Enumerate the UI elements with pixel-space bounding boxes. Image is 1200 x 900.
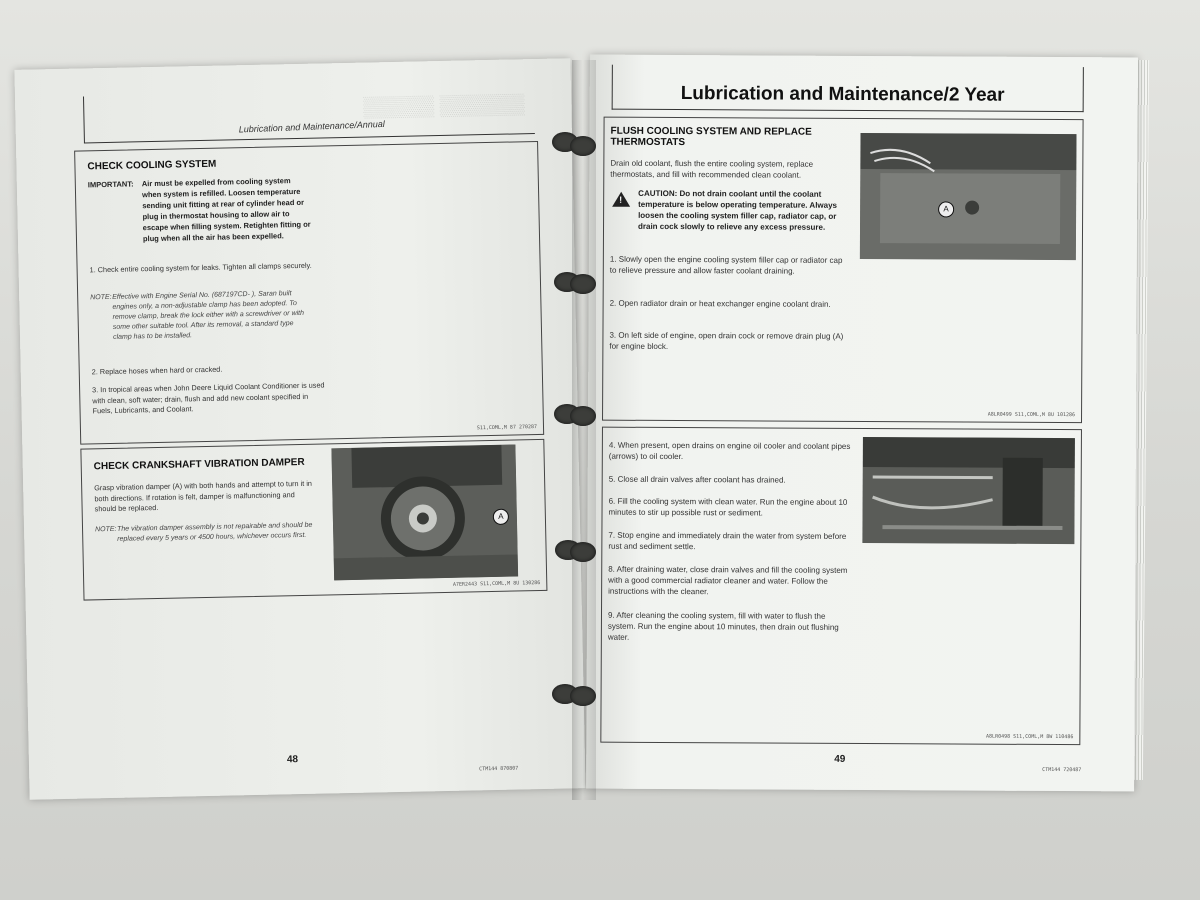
punch-hole [570, 136, 596, 156]
caution-text: CAUTION: Do not drain coolant until the coolant temperature is below operating temperature. Always loosen the cooling system filler cap, radiator cap, or drain cock slowly to relieve any excess pressure. [638, 188, 838, 232]
section-title: CHECK CRANKSHAFT VIBRATION DAMPER [93, 456, 305, 473]
drain-plug-photo [860, 133, 1077, 260]
ref-code: A7ER2443 S11,COML,M 8U 130286 [452, 580, 541, 588]
engine-block-illustration [860, 133, 1077, 260]
check-cooling-section [74, 141, 544, 445]
note-label: NOTE: [94, 525, 117, 534]
section-title: CHECK COOLING SYSTEM [87, 158, 217, 173]
page-number: 49 [834, 753, 846, 765]
left-page [14, 58, 585, 799]
note-block [90, 289, 321, 364]
important-label: IMPORTANT: [87, 179, 134, 190]
page-title: Lubrication and Maintenance/2 Year [680, 83, 1005, 106]
step-3: 3. In tropical areas when John Deere Liquid Coolant Conditioner is used with clean, soft water; drain, flush and add new coolant specified in Fuels, Lubricants, and Coolant. [92, 380, 325, 416]
step-2: 2. Replace hoses when hard or cracked. [91, 364, 223, 377]
flush-cooling-section [602, 117, 1084, 424]
step-4: 4. When present, open drains on engine oil cooler and coolant pipes (arrows) to oil cooler. [608, 440, 851, 462]
step-7: 7. Stop engine and immediately drain the water from system before rust and sediment settle. [608, 530, 847, 552]
note-text: The vibration damper assembly is not repairable and should be replaced every 5 years or 4500 hours, whichever occurs first. [116, 521, 313, 543]
note-text: Effective with Engine Serial No. (687197CD- ), Saran built engines only, a non-adjustable clamp has been adopted. To remove clamp, break the lock either with a screwdriver or with some other suitable tool. After its removal, a standard type clamp has to be installed. [112, 290, 305, 341]
engine-damper-illustration [331, 444, 518, 580]
damper-note [95, 521, 320, 566]
step-2: 2. Open radiator drain or heat exchanger engine coolant drain. [609, 298, 831, 309]
step-9: 9. After cleaning the cooling system, fill with water to flush the system. Run the engine about 10 minutes, then drain out flushing water. [607, 610, 839, 642]
right-page [586, 55, 1138, 792]
footer-code: CTM144 720487 [1042, 766, 1082, 774]
section-title: FLUSH COOLING SYSTEM AND REPLACE THERMOSTATS [610, 125, 812, 149]
step-5: 5. Close all drain valves after coolant has drained. [608, 474, 786, 485]
footer-code: CTM144 870807 [479, 765, 519, 773]
step-8: 8. After draining water, close drain valves and fill the cooling system with a good commercial radiator cleaner and water. Follow the instructions with the cleaner. [608, 564, 848, 597]
ref-code: S11,COML,M 87 270287 [476, 424, 538, 432]
page-number: 48 [286, 754, 299, 766]
punch-hole [570, 542, 596, 562]
intro-text: Drain old coolant, flush the entire cooling system, replace thermostats, and fill with recommended clean coolant. [610, 158, 814, 180]
punch-hole [570, 686, 596, 706]
left-header-text: Lubrication and Maintenance/Annual [238, 118, 385, 135]
note-label: NOTE: [90, 293, 112, 302]
punch-hole [570, 406, 596, 426]
punch-hole [570, 274, 596, 294]
damper-photo [331, 444, 518, 580]
left-header [83, 87, 535, 143]
vibration-damper-section [80, 439, 547, 601]
right-header [612, 65, 1084, 112]
important-text: Air must be expelled from cooling system when system is refilled. Loosen temperature sending unit fitting at rear of cylinder head or plug in thermostat housing to allow air to escape when filling system. Retighten fitting or plug when all the air has been expelled. [141, 176, 311, 244]
callout-a: A [938, 201, 954, 217]
ref-code: A8LR0498 S11,COML,M 8W 110486 [986, 733, 1074, 741]
step-6: 6. Fill the cooling system with clean water. Run the engine about 10 minutes to stir up possible rust or sediment. [608, 496, 848, 518]
callout-a: A [493, 509, 509, 525]
warning-exclamation-icon: ! [619, 194, 623, 205]
important-block [88, 175, 318, 260]
damper-instructions: Grasp vibration damper (A) with both hands and attempt to turn it in both directions. If rotation is felt, damper is malfunctioning and should be replaced. [94, 478, 313, 514]
oil-cooler-illustration [862, 437, 1075, 544]
oil-cooler-photo [862, 437, 1075, 544]
flush-steps-section [600, 427, 1082, 746]
ref-code: A8LR0499 S11,COML,M 8U 101286 [987, 411, 1076, 419]
show-through-text: ▒▒▒▒▒▒ ▒▒▒▒▒ [362, 93, 525, 119]
step-1: 1. Check entire cooling system for leaks. Tighten all clamps securely. [89, 260, 312, 275]
step-1: 1. Slowly open the engine cooling system filler cap or radiator cap to relieve pressure and allow faster coolant draining. [609, 254, 843, 276]
step-3: 3. On left side of engine, open drain cock or remove drain plug (A) for engine block. [609, 330, 844, 351]
